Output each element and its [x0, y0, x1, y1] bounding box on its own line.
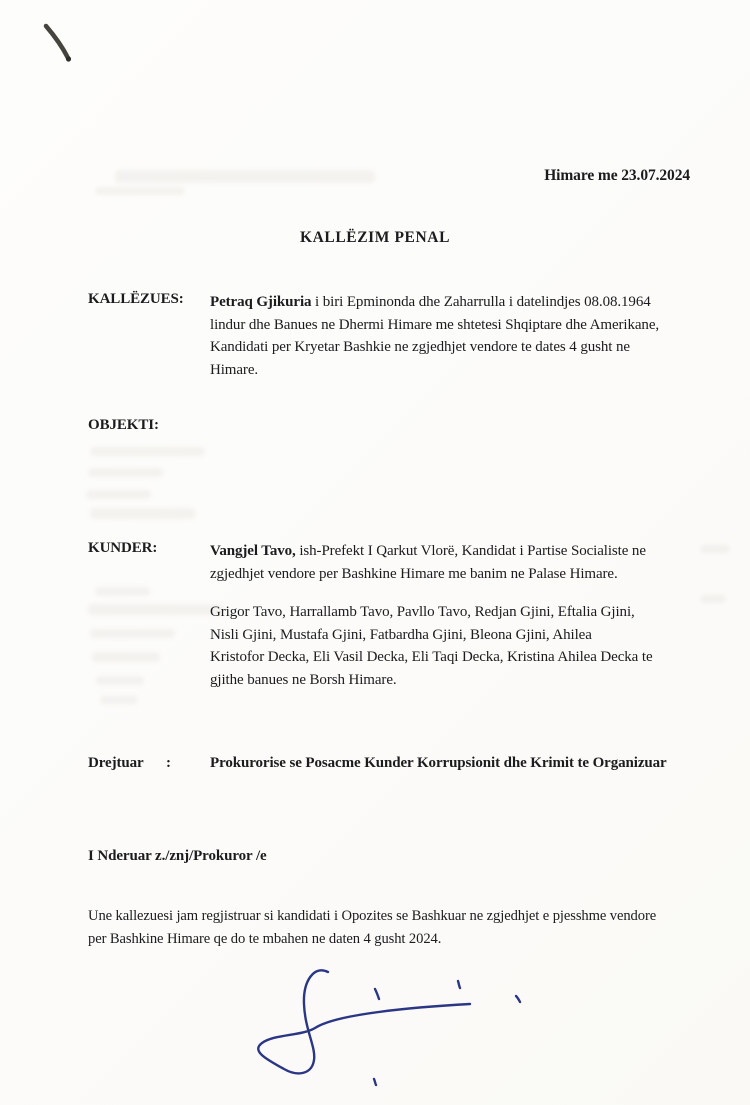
bleed-through-mark — [95, 187, 185, 195]
accused-names-body — [210, 601, 710, 691]
bleed-through-mark — [90, 447, 205, 456]
accused-names-line: Grigor Tavo, Harrallamb Tavo, Pavllo Tavo, Redjan Gjini, Eftalia Gjini, — [210, 604, 635, 620]
bleed-through-mark — [90, 629, 175, 638]
bleed-through-mark — [95, 587, 150, 596]
pen-stroke-mark — [35, 18, 85, 74]
accused-primary-name: Vangjel Tavo, — [210, 543, 296, 559]
accused-names-line: Kristofor Decka, Eli Vasil Decka, Eli Taqi Decka, Kristina Ahilea Decka te — [210, 649, 653, 665]
complainant-line — [210, 291, 710, 314]
document-title: KALLËZIM PENAL — [299, 229, 451, 246]
accused-names-line: gjithe banues ne Borsh Himare. — [210, 671, 397, 688]
addressed-to-separator: : — [166, 755, 171, 771]
complainant-name: Petraq Gjikuria — [210, 294, 312, 310]
addressed-to-label: Drejtuar — [88, 755, 144, 771]
bleed-through-mark — [92, 652, 160, 662]
complainant-line-rest: i biri Epminonda dhe Zaharrulla i datelindjes 08.08.1964 — [311, 294, 651, 310]
salutation: I Nderuar z./znj/Prokuror /e — [88, 848, 267, 864]
complainant-line: lindur dhe Banues ne Dhermi Himare me shtetesi Shqiptare dhe Amerikane, — [210, 316, 660, 333]
date-line: Himare me 23.07.2024 — [544, 167, 690, 184]
body-paragraph-line: per Bashkine Himare qe do te mbahen ne daten 4 gusht 2024. — [88, 931, 442, 947]
against-line — [210, 540, 710, 563]
against-line: zgjedhjet vendore per Bashkine Himare me banim ne Palase Himare. — [210, 565, 618, 582]
bleed-through-mark — [88, 604, 223, 615]
bleed-through-mark — [96, 676, 144, 685]
against-body — [210, 540, 710, 585]
accused-names-line: Nisli Gjini, Mustafa Gjini, Fatbardha Gjini, Bleona Gjini, Ahilea — [210, 626, 592, 643]
complainant-line: Kandidati per Kryetar Bashkie ne zgjedhjet vendore te dates 4 gusht ne — [210, 339, 630, 355]
complainant-body — [210, 291, 710, 381]
handwritten-signature — [232, 952, 552, 1105]
against-label: KUNDER: — [88, 540, 158, 556]
object-label: OBJEKTI: — [88, 417, 159, 433]
bleed-through-mark — [86, 490, 151, 499]
body-paragraph-line: Une kallezuesi jam regjistruar si kandidati i Opozites se Bashkuar ne zgjedhjet e pjesshme vendore — [88, 908, 657, 924]
bleed-through-mark — [100, 696, 138, 704]
bleed-through-mark — [88, 468, 163, 477]
bleed-through-mark — [90, 508, 195, 519]
complainant-label: KALLËZUES: — [88, 291, 184, 307]
against-line-rest: ish-Prefekt I Qarkut Vlorë, Kandidat i Partise Socialiste ne — [295, 543, 646, 559]
complainant-line: Himare. — [210, 361, 259, 378]
addressed-to-value: Prokurorise se Posacme Kunder Korrupsionit dhe Krimit te Organizuar — [210, 755, 667, 771]
bleed-through-mark — [115, 170, 375, 183]
body-paragraph — [88, 905, 728, 951]
